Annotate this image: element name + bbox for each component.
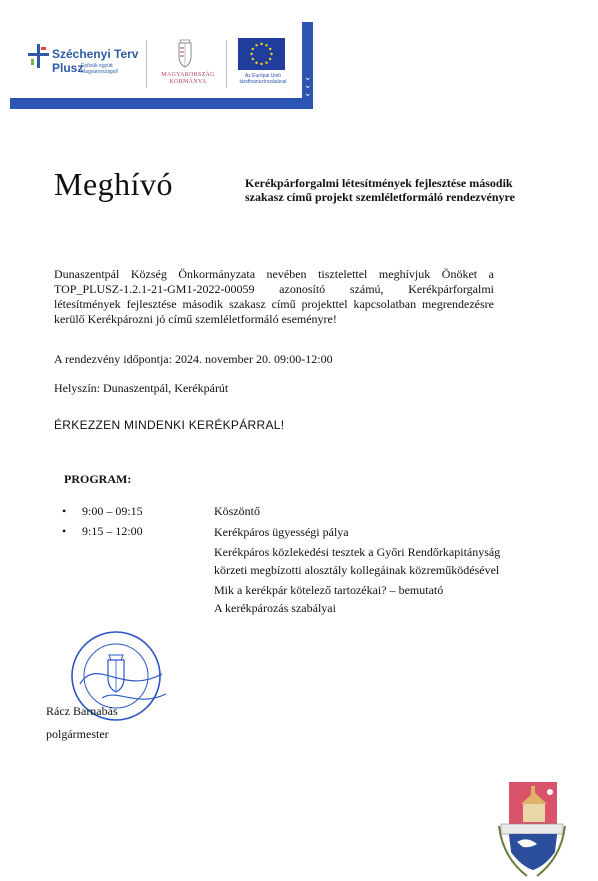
program-item: Köszöntő [214,504,260,518]
header-divider [226,40,227,88]
program-item: körzeti megbízotti alosztály kollegáinak közreműködésével [214,563,500,577]
szechenyi-title: Széchenyi Terv [52,47,139,61]
bullet-icon: • [62,524,67,538]
chevron-down-icon: ⌄ [304,81,312,91]
header-banner-bar [10,98,313,109]
program-item: A kerékpározás szabályai [214,601,336,615]
szechenyi-logo-icon [28,44,50,68]
program-item: Kerékpáros közlekedési tesztek a Győri Rendőrkapitányság [214,545,501,559]
call-to-action: ÉRKEZZEN MINDENKI KERÉKPÁRRAL! [54,418,285,432]
program-item: Kerékpáros ügyességi pálya [214,525,349,539]
government-label: MAGYARORSZÁG KORMÁNYA [161,72,215,85]
szechenyi-slogan: Építsük együtt Magyarországot! [81,63,119,75]
bullet-icon: • [62,504,67,518]
eu-label: Az Európai Unió társfinanszírozásával [239,73,287,85]
header-divider [146,40,147,88]
event-date: A rendezvény időpontja: 2024. november 20. 09:00-12:00 [54,352,333,366]
hungarian-crest-icon [176,38,194,68]
program-time: 9:00 – 09:15 [82,504,143,518]
chevron-down-icon: ⌄ [304,89,312,99]
szechenyi-plus: Plusz [52,61,84,75]
eu-flag-icon [238,38,285,70]
page-title: Meghívó [54,166,174,202]
invitation-paragraph: Dunaszentpál Község Önkormányzata nevében tisztelettel meghívjuk Önöket a TOP_PLUSZ-1.2.1-21-GM1-2022-00059 azonosító számú, Kerékpárforgalmi létesítmények fejlesztése második szakasz című projekttel kapcsolatban megrendezésre kerülő Kerékpározni jó című szemléletformáló eseményre! [54,267,494,326]
page-subtitle: Kerékpárforgalmi létesítmények fejlesztése második szakasz című projekt szemléletformáló rendezvényre [245,176,515,204]
signatory-name: Rácz Barnabás [46,704,118,718]
signatory-title: polgármester [46,727,109,741]
program-heading: PROGRAM: [64,472,132,486]
program-item: Mik a kerékpár kötelező tartozékai? – bemutató [214,583,444,597]
program-time: 9:15 – 12:00 [82,524,143,538]
event-location: Helyszín: Dunaszentpál, Kerékpárút [54,381,229,395]
coat-of-arms-icon [497,772,567,878]
chevron-down-icon: ⌄ [304,73,312,83]
